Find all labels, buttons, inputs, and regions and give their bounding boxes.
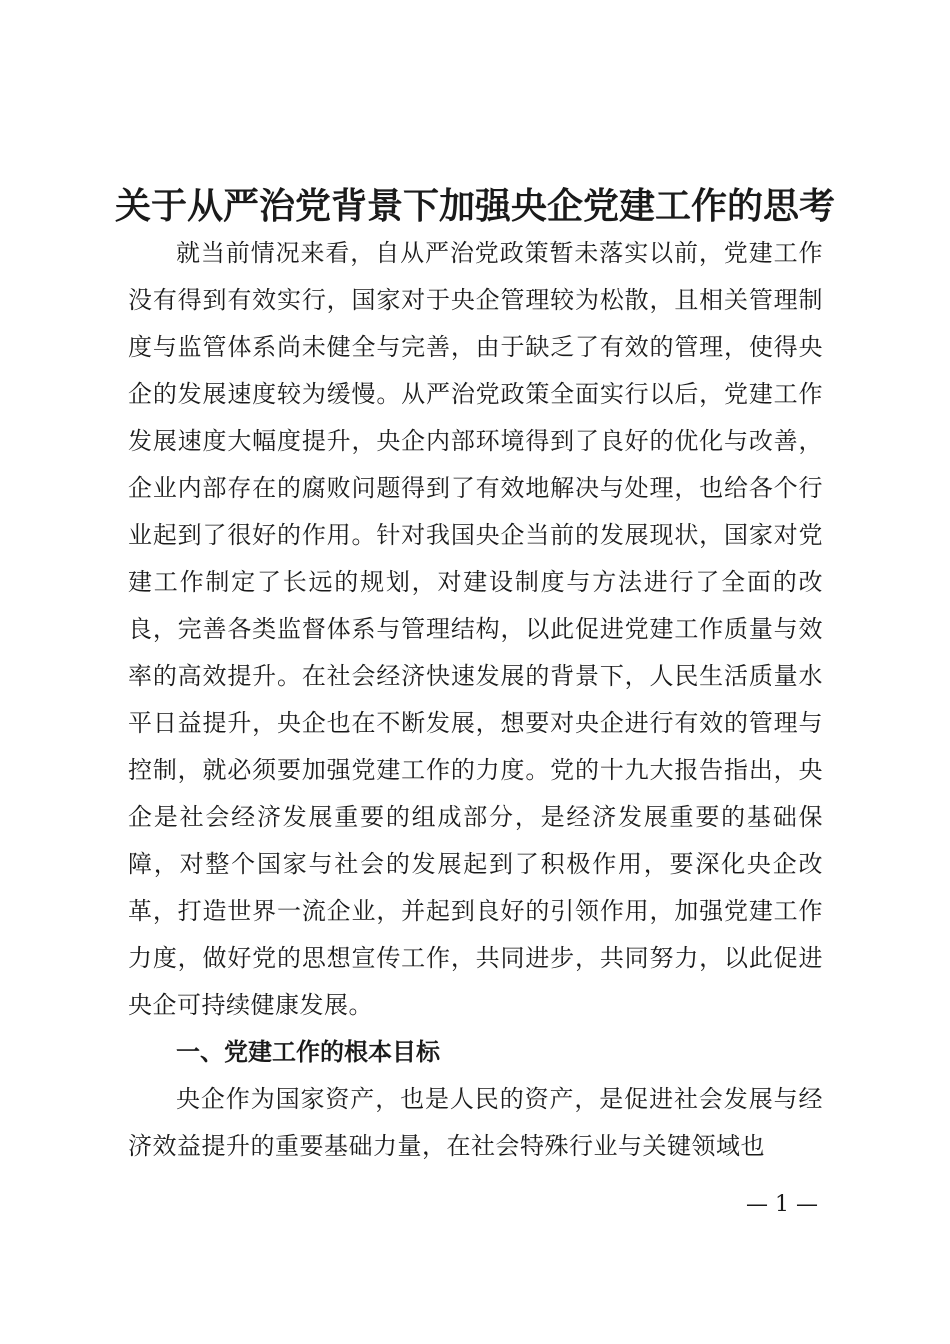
page-number: — 1 —	[746, 1192, 818, 1217]
section-heading: 一、党建工作的根本目标	[176, 1038, 440, 1066]
document-title: 关于从严治党背景下加强央企党建工作的思考	[114, 185, 835, 227]
section-paragraph: 央企作为国家资产，也是人民的资产，是促进社会发展与经济效益提升的重要基础力量，在社会特殊行业与关键领域也	[128, 1085, 823, 1160]
intro-paragraph: 就当前情况来看，自从严治党政策暂未落实以前，党建工作没有得到有效实行，国家对于央企管理较为松散，且相关管理制度与监管体系尚未健全与完善，由于缺乏了有效的管理，使得央企的发展速度较为缓慢。从严治党政策全面实行以后，党建工作发展速度大幅度提升，央企内部环境得到了良好的优化与改善，企业内部存在的腐败问题得到了有效地解决与处理，也给各个行业起到了很好的作用。针对我国央企当前的发展现状，国家对党建工作制定了长远的规划，对建设制度与方法进行了全面的改良，完善各类监督体系与管理结构，以此促进党建工作质量与效率的高效提升。在社会经济快速发展的背景下，人民生活质量水平日益提升，央企也在不断发展，想要对央企进行有效的管理与控制，就必须要加强党建工作的力度。党的十九大报告指出，央企是社会经济发展重要的组成部分，是经济发展重要的基础保障，对整个国家与社会的发展起到了积极作用，要深化央企改革，打造世界一流企业，并起到良好的引领作用，加强党建工作力度，做好党的思想宣传工作，共同进步，共同努力，以此促进央企可持续健康发展。	[128, 239, 823, 1019]
document-body	[128, 230, 823, 1170]
